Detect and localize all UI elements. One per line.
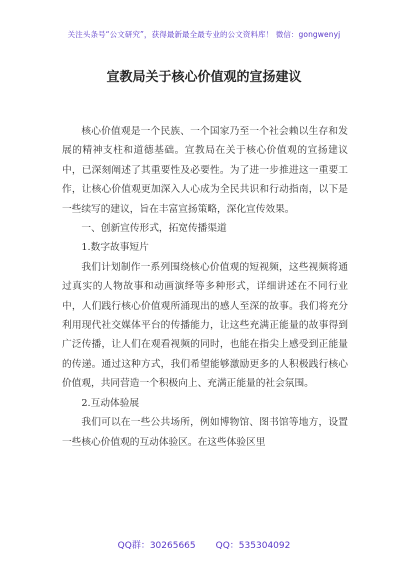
exhibit-paragraph: 我们可以在一些公共场所，例如博物馆、图书馆等地方，设置一些核心价值观的互动体验区。在这些体验区里 [62, 417, 348, 448]
qq-group-number: QQ群：30265665 [117, 541, 196, 551]
subsection-heading-video: 1.数字故事短片 [81, 242, 149, 254]
promo-banner: 关注头条号“公文研究”，获得最新最全最专业的公文资料库！ 微信：gongwenyj [67, 30, 341, 39]
section-heading: 一、创新宣传形式，拓宽传播渠道 [81, 223, 227, 235]
qq-number: QQ：535304092 [215, 541, 291, 551]
document-title: 宣教局关于核心价值观的宣扬建议 [106, 70, 302, 85]
video-paragraph: 我们计划制作一系列围绕核心价值观的短视频，这些视频将通过真实的人物故事和动画演绎等多种形式，详细讲述在不同行业中，人们践行核心价值观所涌现出的感人至深的故事。我们将充分利用现代社交媒体平台的传播能力，让这些充满正能量的故事得到广泛传播，让人们在观看视频的同时，也能在指尖上感受到正能量的传递。通过这种方式，我们希望能够激励更多的人积极践行核心价值观，共同营造一个积极向上、充满正能量的社会氛围。 [62, 261, 348, 390]
contact-footer [0, 538, 408, 551]
document-body [62, 122, 348, 452]
subsection-heading-exhibit: 2.互动体验展 [81, 397, 140, 409]
intro-paragraph: 核心价值观是一个民族、一个国家乃至一个社会赖以生存和发展的精神支柱和道德基础。宣教局在关于核心价值观的宣扬建议中，已深刻阐述了其重要性及必要性。为了进一步推进这一重要工作，让核心价值观更加深入人心成为全民共识和行动指南，以下是一些续写的建议，旨在丰富宣扬策略，深化宣传效果。 [62, 126, 348, 215]
